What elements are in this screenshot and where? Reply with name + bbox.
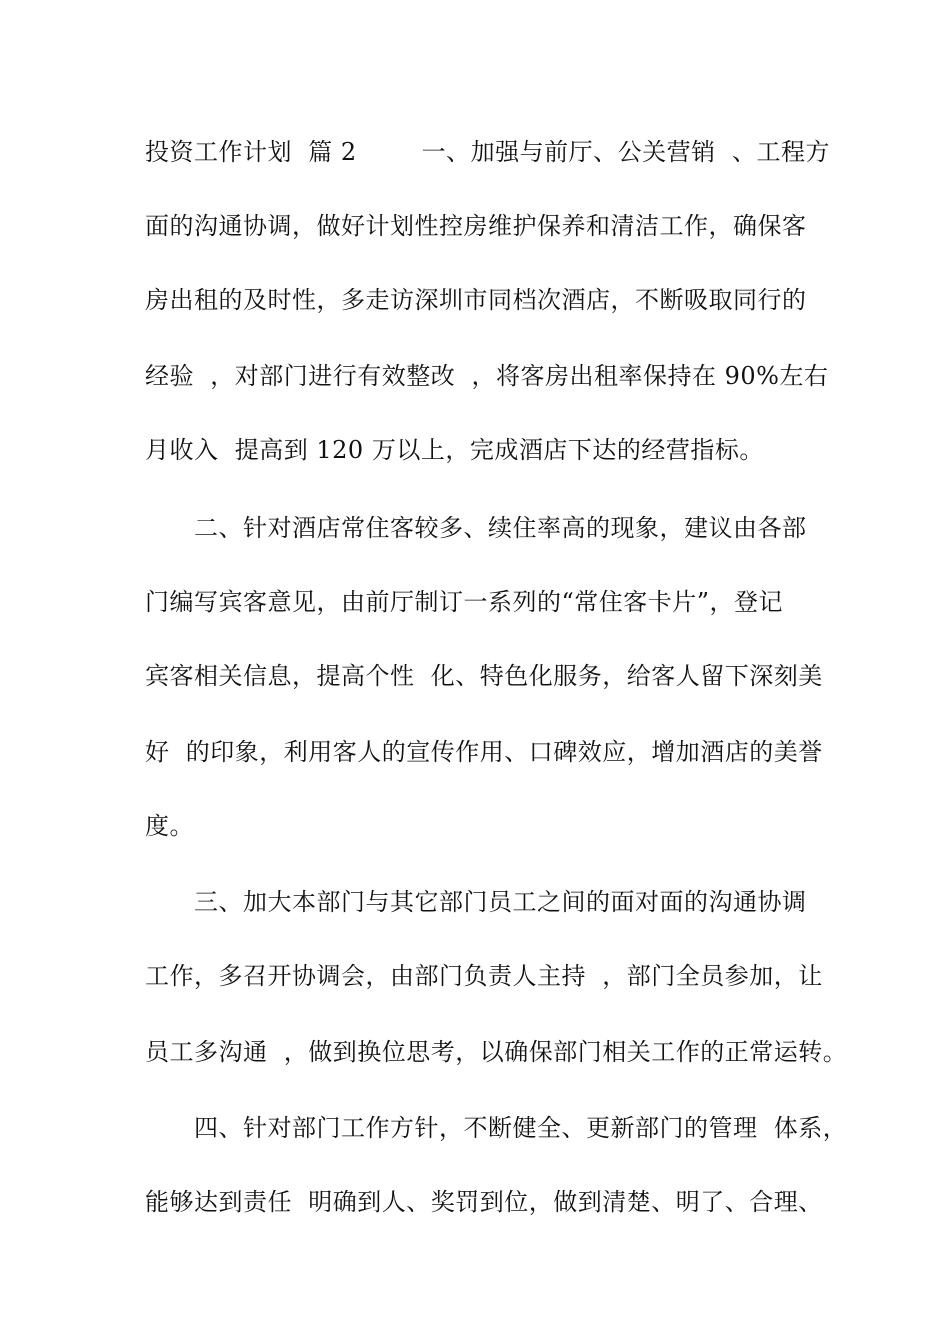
paragraph-1-line-1: 投资工作计划 篇 2 一、加强与前厅、公关营销 、工程方 [145,138,830,166]
paragraph-4-line-1: 四、针对部门工作方针，不断健全、更新部门的管理 体系， [194,1114,848,1142]
paragraph-1-line-2: 面的沟通协调，做好计划性控房维护保养和清洁工作，确保客 [145,212,807,240]
paragraph-1-line-3: 房出租的及时性，多走访深圳市同档次酒店，不断吸取同行的 [145,286,807,314]
paragraph-3-line-2: 工作，多召开协调会，由部门负责人主持 ，部门全员参加，让 [145,962,823,990]
paragraph-4-line-2: 能够达到责任 明确到人、奖罚到位，做到清楚、明了、合理、 [145,1188,823,1216]
paragraph-3-line-3: 员工多沟通 ，做到换位思考，以确保部门相关工作的正常运转。 [145,1038,848,1066]
paragraph-1-line-4: 经验 ，对部门进行有效整改 ，将客房出租率保持在 90%左右 [145,362,829,390]
paragraph-2-line-3: 宾客相关信息，提高个性 化、特色化服务，给客人留下深刻美 [145,662,823,690]
paragraph-2-line-5: 度。 [145,812,194,840]
paragraph-2-line-1: 二、针对酒店常住客较多、续住率高的现象，建议由各部 [194,514,807,542]
paragraph-2-line-4: 好 的印象，利用客人的宣传作用、口碑效应，增加酒店的美誉 [145,738,823,766]
paragraph-2-line-2: 门编写宾客意见，由前厅制订一系列的“常住客卡片”，登记 [145,588,784,616]
paragraph-1-line-5: 月收入 提高到 120 万以上，完成酒店下达的经营指标。 [145,436,764,464]
paragraph-3-line-1: 三、加大本部门与其它部门员工之间的面对面的沟通协调 [194,888,807,916]
